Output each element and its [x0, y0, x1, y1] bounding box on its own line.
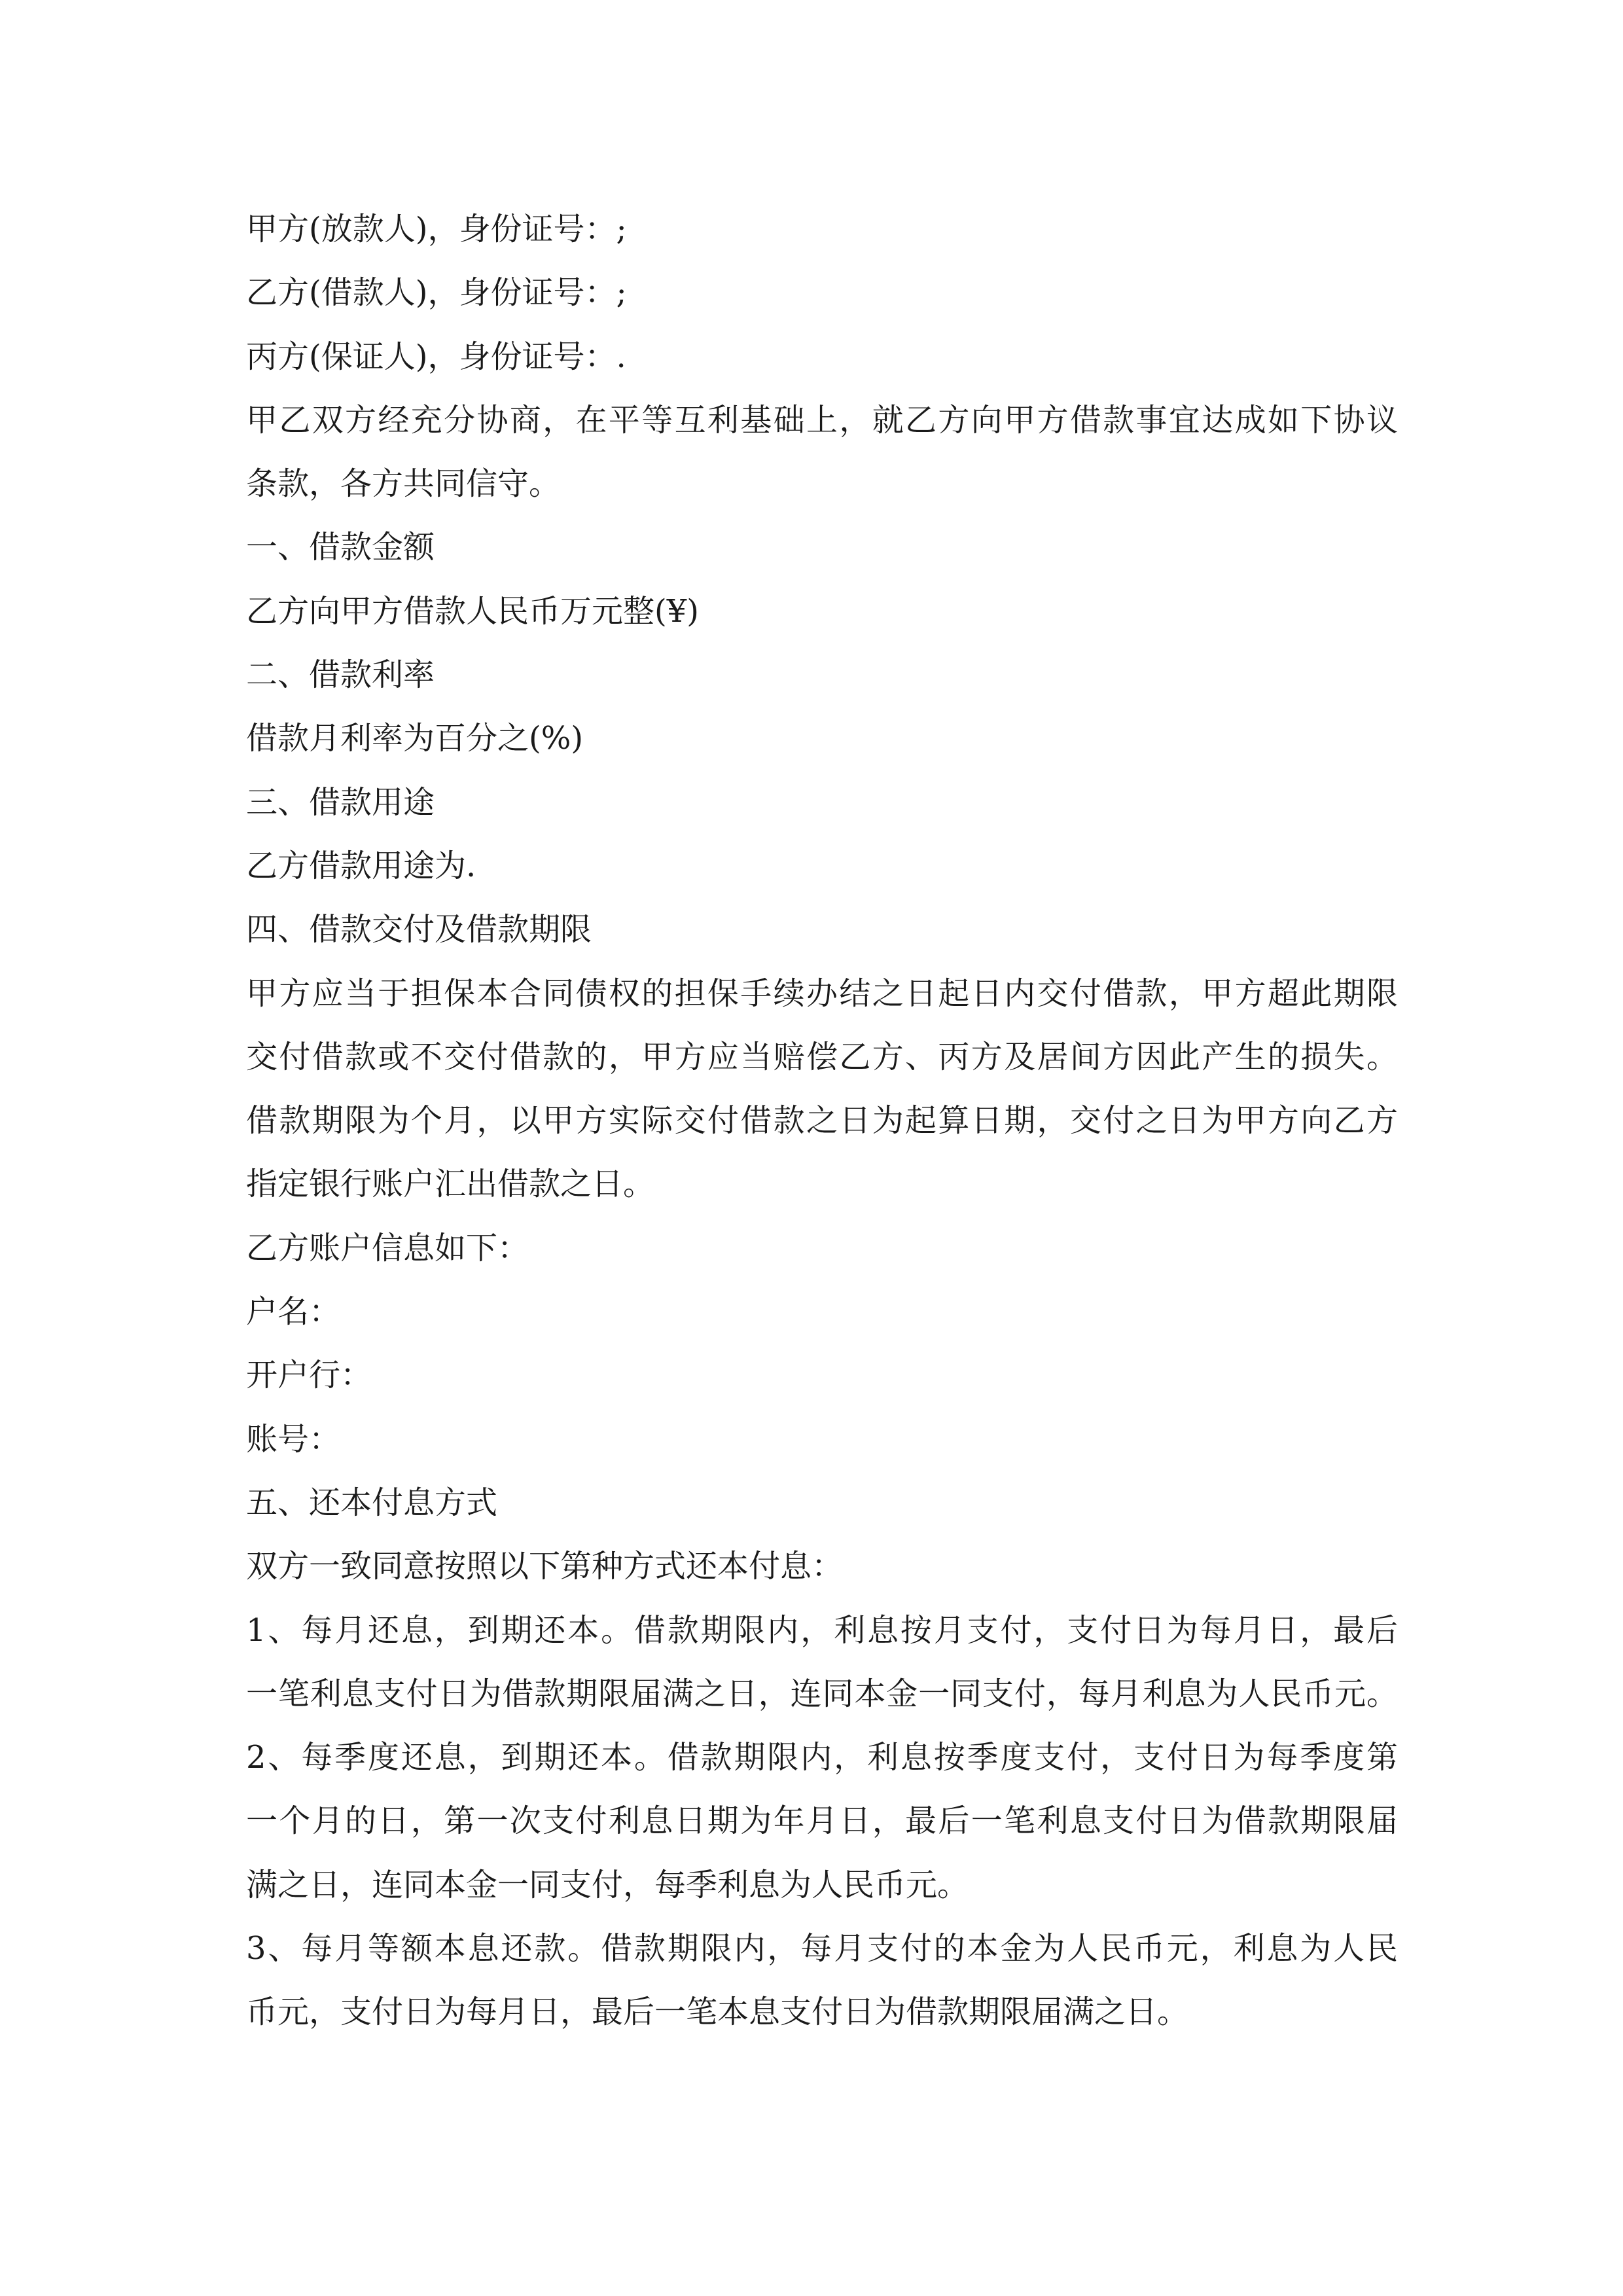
document-body	[246, 198, 1398, 2045]
loan-purpose-text: 乙方借款用途为.	[246, 847, 476, 884]
loan-amount-text: 乙方向甲方借款人民币万元整(¥)	[246, 592, 699, 630]
account-bank-field: 开户行：	[246, 1357, 372, 1394]
delivery-term-line-1: 甲方应当于担保本合同债权的担保手续办结之日起日内交付借款，甲方超此期限	[246, 975, 1398, 1012]
party-b-line: 乙方(借款人)，身份证号：;	[246, 274, 627, 312]
repayment-option-3-line-1: 3、每月等额本息还款。借款期限内，每月支付的本金为人民币元，利息为人民	[246, 1930, 1398, 1967]
preamble-line-1: 甲乙双方经充分协商，在平等互利基础上，就乙方向甲方借款事宜达成如下协议	[246, 401, 1398, 439]
account-number-field: 账号：	[246, 1420, 341, 1458]
section-heading-loan-amount: 一、借款金额	[246, 529, 435, 566]
repayment-option-2-line-1: 2、每季度还息，到期还本。借款期限内，利息按季度支付，支付日为每季度第	[246, 1739, 1398, 1776]
account-info-heading: 乙方账户信息如下：	[246, 1229, 529, 1266]
section-heading-repayment: 五、还本付息方式	[246, 1484, 498, 1521]
repayment-intro: 双方一致同意按照以下第种方式还本付息：	[246, 1548, 844, 1585]
repayment-option-1-line-2: 一笔利息支付日为借款期限届满之日，连同本金一同支付，每月利息为人民币元。	[246, 1675, 1398, 1712]
repayment-option-2-line-2: 一个月的日，第一次支付利息日期为年月日，最后一笔利息支付日为借款期限届	[246, 1803, 1398, 1840]
delivery-term-line-4: 指定银行账户汇出借款之日。	[246, 1166, 655, 1203]
section-heading-loan-purpose: 三、借款用途	[246, 783, 435, 821]
section-heading-interest-rate: 二、借款利率	[246, 656, 435, 694]
party-c-line: 丙方(保证人)，身份证号：.	[246, 338, 626, 375]
repayment-option-1-line-1: 1、每月还息，到期还本。借款期限内，利息按月支付，支付日为每月日，最后	[246, 1611, 1398, 1649]
delivery-term-line-3: 借款期限为个月，以甲方实际交付借款之日为起算日期，交付之日为甲方向乙方	[246, 1102, 1398, 1139]
party-a-line: 甲方(放款人)，身份证号：;	[246, 211, 627, 247]
preamble-line-2: 条款，各方共同信守。	[246, 465, 561, 503]
repayment-option-3-line-2: 币元，支付日为每月日，最后一笔本息支付日为借款期限届满之日。	[246, 1994, 1189, 2031]
account-name-field: 户名：	[246, 1293, 341, 1331]
interest-rate-text: 借款月利率为百分之(%)	[246, 720, 584, 757]
repayment-option-2-line-3: 满之日，连同本金一同支付，每季利息为人民币元。	[246, 1866, 969, 1903]
delivery-term-line-2: 交付借款或不交付借款的，甲方应当赔偿乙方、丙方及居间方因此产生的损失。	[246, 1038, 1398, 1075]
section-heading-delivery-term: 四、借款交付及借款期限	[246, 911, 592, 948]
